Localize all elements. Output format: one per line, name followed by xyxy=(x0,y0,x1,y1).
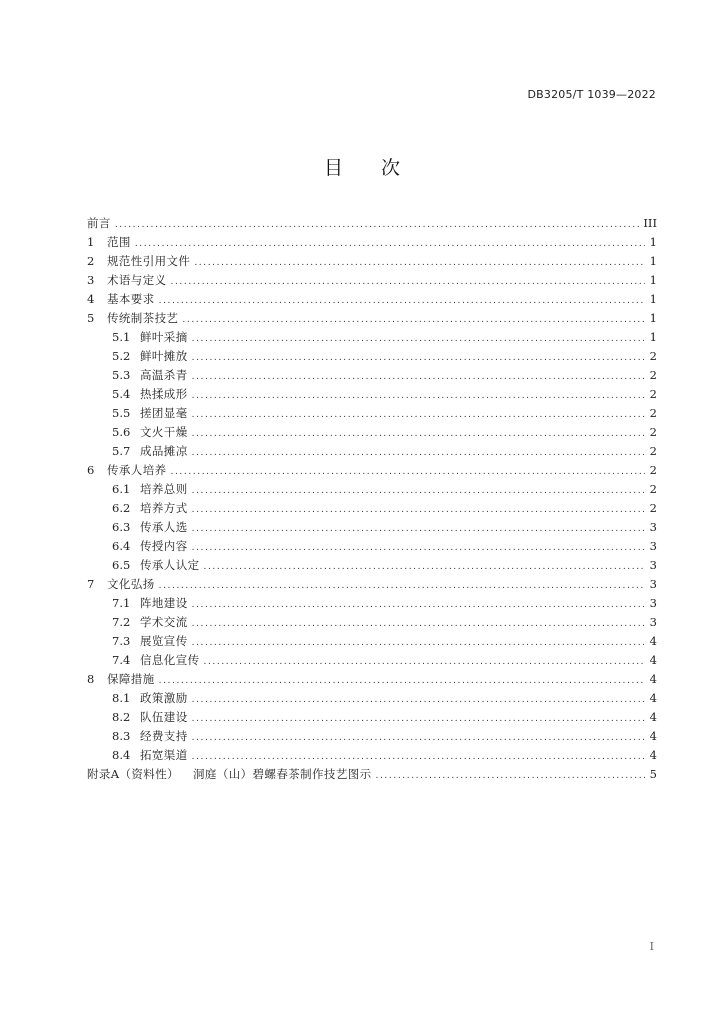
toc-entry-page: 3 xyxy=(649,520,657,534)
toc-entry-number: 5.7 xyxy=(112,444,131,458)
document-code: DB3205/T 1039—2022 xyxy=(527,88,656,101)
toc-entry-page: 2 xyxy=(649,463,657,477)
toc-entry-6-4[interactable] xyxy=(87,537,657,556)
toc-entry-7[interactable] xyxy=(87,575,657,594)
toc-leader-dots xyxy=(192,406,645,425)
toc-leader-dots xyxy=(192,596,645,615)
toc-entry-page: 3 xyxy=(649,596,657,610)
toc-entry-label: 洞庭（山）碧螺春茶制作技艺图示 xyxy=(193,767,372,781)
toc-entry-number: 5.1 xyxy=(112,330,131,344)
toc-entry-page: 1 xyxy=(649,254,657,268)
toc-entry-3[interactable] xyxy=(87,271,657,290)
toc-entry-label: 传授内容 xyxy=(140,539,188,553)
toc-entry-page: 4 xyxy=(649,653,657,667)
toc-entry-label: 传承人培养 xyxy=(107,463,167,477)
toc-entry-page: 2 xyxy=(649,387,657,401)
toc-entry-5-7[interactable] xyxy=(87,442,657,461)
toc-entry-label: 政策激励 xyxy=(140,691,188,705)
toc-entry-number: 7.4 xyxy=(112,653,131,667)
toc-entry-label: 搓团显毫 xyxy=(140,406,188,420)
toc-entry-label: 经费支持 xyxy=(140,729,188,743)
toc-entry-label: 传承人认定 xyxy=(140,558,200,572)
toc-entry-8-1[interactable] xyxy=(87,689,657,708)
toc-leader-dots xyxy=(192,501,645,520)
toc-entry-label: 传承人选 xyxy=(140,520,188,534)
toc-entry-page: 1 xyxy=(649,235,657,249)
toc-entry-6-5[interactable] xyxy=(87,556,657,575)
toc-leader-dots xyxy=(159,577,645,596)
toc-entry-label: 热揉成形 xyxy=(140,387,188,401)
toc-entry-page: 2 xyxy=(649,368,657,382)
toc-leader-dots xyxy=(204,653,646,672)
toc-entry-5-1[interactable] xyxy=(87,328,657,347)
toc-leader-dots xyxy=(376,767,645,786)
toc-entry-6[interactable] xyxy=(87,461,657,480)
toc-entry-number: 3 xyxy=(87,273,95,287)
toc-leader-dots xyxy=(192,330,645,349)
toc-entry-number: 5.5 xyxy=(112,406,131,420)
toc-leader-dots xyxy=(192,368,645,387)
toc-entry-number: 4 xyxy=(87,292,95,306)
toc-leader-dots xyxy=(194,254,645,273)
title-char-2: 次 xyxy=(381,157,401,179)
toc-leader-dots xyxy=(192,387,645,406)
toc-leader-dots xyxy=(192,634,645,653)
toc-entry-page: 1 xyxy=(649,311,657,325)
toc-entry-page: 4 xyxy=(649,710,657,724)
toc-entry-page: 2 xyxy=(649,482,657,496)
toc-entry-8-3[interactable] xyxy=(87,727,657,746)
toc-entry-label: 拓宽渠道 xyxy=(140,748,188,762)
toc-entry-label: 文火干燥 xyxy=(140,425,188,439)
toc-entry-number: 6.2 xyxy=(112,501,131,515)
toc-entry-4[interactable] xyxy=(87,290,657,309)
toc-leader-dots xyxy=(192,482,645,501)
toc-entry-label: 鲜叶采摘 xyxy=(140,330,188,344)
toc-entry-preface[interactable] xyxy=(87,214,657,233)
toc-entry-6-3[interactable] xyxy=(87,518,657,537)
toc-entry-appendix-a[interactable] xyxy=(87,765,657,784)
toc-leader-dots xyxy=(115,216,640,235)
toc-entry-label: 学术交流 xyxy=(140,615,188,629)
toc-entry-2[interactable] xyxy=(87,252,657,271)
toc-entry-number: 6.1 xyxy=(112,482,131,496)
toc-entry-number: 8.3 xyxy=(112,729,131,743)
toc-leader-dots xyxy=(192,349,645,368)
toc-entry-7-2[interactable] xyxy=(87,613,657,632)
toc-entry-number: 7.1 xyxy=(112,596,131,610)
toc-entry-page: 1 xyxy=(649,292,657,306)
table-of-contents xyxy=(87,214,657,784)
toc-entry-page: 2 xyxy=(649,444,657,458)
toc-entry-label: 培养方式 xyxy=(140,501,188,515)
toc-entry-number: 6 xyxy=(87,463,95,477)
toc-entry-number: 5.2 xyxy=(112,349,131,363)
toc-entry-number: 7.3 xyxy=(112,634,131,648)
toc-leader-dots xyxy=(192,444,645,463)
toc-entry-1[interactable] xyxy=(87,233,657,252)
toc-entry-label: 前言 xyxy=(87,216,111,230)
toc-leader-dots xyxy=(171,273,646,292)
toc-entry-number: 2 xyxy=(87,254,95,268)
toc-leader-dots xyxy=(182,311,645,330)
page-title xyxy=(0,153,724,180)
toc-entry-label: 保障措施 xyxy=(107,672,155,686)
toc-entry-number: 8.1 xyxy=(112,691,131,705)
toc-entry-number: 1 xyxy=(87,235,95,249)
toc-entry-number: 8.4 xyxy=(112,748,131,762)
toc-entry-5-6[interactable] xyxy=(87,423,657,442)
toc-entry-page: 3 xyxy=(649,539,657,553)
toc-entry-label: 高温杀青 xyxy=(140,368,188,382)
toc-entry-page: 3 xyxy=(649,558,657,572)
toc-entry-number: 8 xyxy=(87,672,95,686)
toc-entry-label: 培养总则 xyxy=(140,482,188,496)
toc-entry-page: 1 xyxy=(649,273,657,287)
toc-leader-dots xyxy=(159,672,645,691)
toc-leader-dots xyxy=(171,463,646,482)
toc-entry-8-4[interactable] xyxy=(87,746,657,765)
toc-entry-label: 信息化宣传 xyxy=(140,653,200,667)
toc-leader-dots xyxy=(192,691,645,710)
toc-entry-number: 7.2 xyxy=(112,615,131,629)
toc-entry-5-3[interactable] xyxy=(87,366,657,385)
toc-entry-page: 4 xyxy=(649,729,657,743)
toc-entry-6-1[interactable] xyxy=(87,480,657,499)
title-char-1: 目 xyxy=(323,157,343,179)
toc-entry-page: 4 xyxy=(649,691,657,705)
toc-appendix-prefix: 附录A（资料性） xyxy=(87,767,180,781)
toc-entry-label: 阵地建设 xyxy=(140,596,188,610)
toc-entry-6-2[interactable] xyxy=(87,499,657,518)
toc-entry-page: 2 xyxy=(649,425,657,439)
toc-entry-number: 5.6 xyxy=(112,425,131,439)
toc-entry-number: 6.5 xyxy=(112,558,131,572)
toc-entry-number: 5.3 xyxy=(112,368,131,382)
toc-entry-page: 3 xyxy=(649,577,657,591)
toc-entry-8-2[interactable] xyxy=(87,708,657,727)
toc-entry-number: 6.4 xyxy=(112,539,131,553)
toc-entry-5-5[interactable] xyxy=(87,404,657,423)
toc-entry-label: 队伍建设 xyxy=(140,710,188,724)
toc-entry-page: III xyxy=(643,216,657,230)
toc-entry-label: 展览宣传 xyxy=(140,634,188,648)
toc-leader-dots xyxy=(204,558,646,577)
toc-entry-label: 基本要求 xyxy=(107,292,155,306)
toc-entry-page: 4 xyxy=(649,634,657,648)
toc-entry-label: 术语与定义 xyxy=(107,273,167,287)
toc-entry-7-1[interactable] xyxy=(87,594,657,613)
toc-entry-number: 5 xyxy=(87,311,95,325)
toc-entry-label: 文化弘扬 xyxy=(107,577,155,591)
toc-entry-page: 2 xyxy=(649,406,657,420)
toc-entry-5-2[interactable] xyxy=(87,347,657,366)
toc-entry-number: 7 xyxy=(87,577,95,591)
toc-entry-label: 范围 xyxy=(107,235,131,249)
toc-leader-dots xyxy=(192,729,645,748)
toc-leader-dots xyxy=(192,425,645,444)
toc-leader-dots xyxy=(192,520,645,539)
toc-entry-8[interactable] xyxy=(87,670,657,689)
toc-entry-5[interactable] xyxy=(87,309,657,328)
toc-entry-page: 4 xyxy=(649,672,657,686)
toc-entry-label: 传统制茶技艺 xyxy=(107,311,179,325)
toc-leader-dots xyxy=(192,710,645,729)
toc-entry-page: 5 xyxy=(649,767,657,781)
toc-entry-label: 规范性引用文件 xyxy=(107,254,191,268)
toc-entry-7-3[interactable] xyxy=(87,632,657,651)
page-number: I xyxy=(649,940,654,953)
toc-entry-number: 8.2 xyxy=(112,710,131,724)
toc-leader-dots xyxy=(192,539,645,558)
toc-entry-page: 1 xyxy=(649,330,657,344)
toc-entry-label: 成品摊凉 xyxy=(140,444,188,458)
toc-leader-dots xyxy=(192,615,645,634)
toc-entry-page: 2 xyxy=(649,501,657,515)
toc-entry-7-4[interactable] xyxy=(87,651,657,670)
toc-entry-number: 6.3 xyxy=(112,520,131,534)
toc-entry-page: 2 xyxy=(649,349,657,363)
toc-entry-page: 3 xyxy=(649,615,657,629)
toc-entry-number: 5.4 xyxy=(112,387,131,401)
toc-entry-page: 4 xyxy=(649,748,657,762)
toc-leader-dots xyxy=(159,292,645,311)
toc-entry-label: 鲜叶摊放 xyxy=(140,349,188,363)
toc-entry-5-4[interactable] xyxy=(87,385,657,404)
toc-leader-dots xyxy=(135,235,645,254)
